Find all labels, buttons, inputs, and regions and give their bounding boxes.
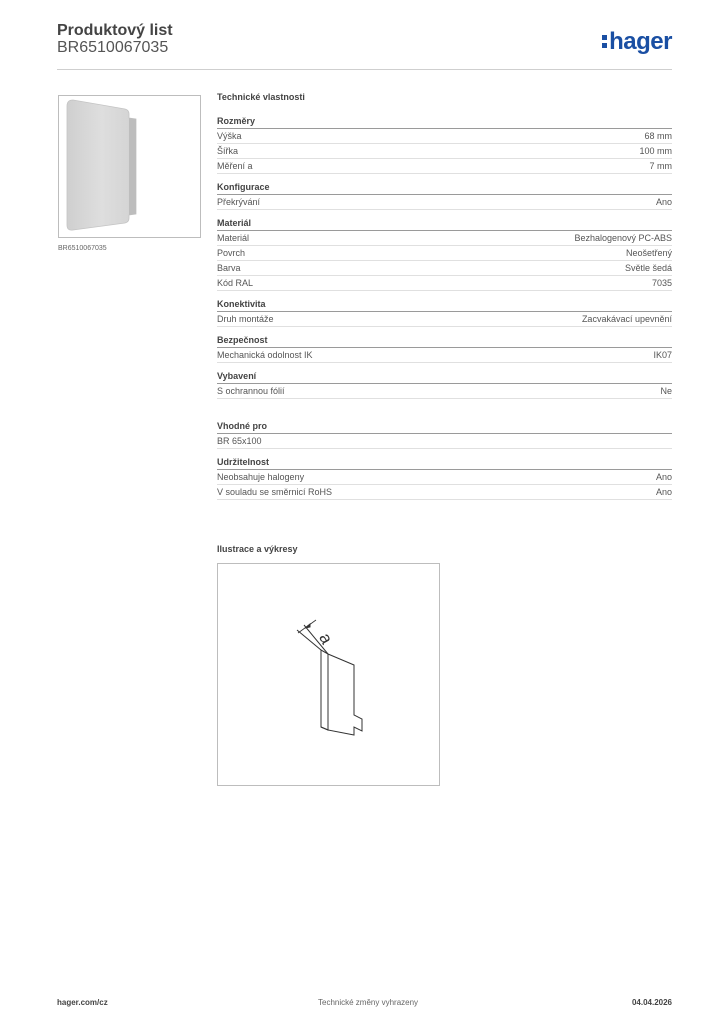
spec-value: Ano xyxy=(655,487,672,497)
footer-date: 04.04.2026 xyxy=(631,998,672,1007)
spec-value: 7 mm xyxy=(649,161,672,171)
logo-text: hager xyxy=(609,28,672,55)
section-title: Konektivita xyxy=(217,299,672,312)
footer-website[interactable]: hager.com/cz xyxy=(57,998,108,1007)
section-dimensions xyxy=(217,116,672,174)
page-header xyxy=(57,22,672,70)
spec-row xyxy=(217,129,672,144)
spec-label: Barva xyxy=(217,263,241,273)
spec-label: Povrch xyxy=(217,248,246,258)
spec-label: S ochrannou fólií xyxy=(217,386,285,396)
spec-value: Zacvakávací upevnění xyxy=(581,314,672,324)
spec-label: Měření a xyxy=(217,161,253,171)
section-title: Udržitelnost xyxy=(217,457,672,470)
spec-row xyxy=(217,144,672,159)
spec-row xyxy=(217,195,672,210)
section-title: Vybavení xyxy=(217,371,672,384)
spec-label: Šířka xyxy=(217,146,239,156)
product-code: BR6510067035 xyxy=(57,39,169,56)
section-configuration xyxy=(217,182,672,210)
spec-label: Neobsahuje halogeny xyxy=(217,472,305,482)
spec-row xyxy=(217,276,672,291)
spec-value: 100 mm xyxy=(639,146,672,156)
spec-row xyxy=(217,159,672,174)
spec-value: Bezhalogenový PC-ABS xyxy=(574,233,672,243)
spec-value: Neošetřený xyxy=(625,248,672,258)
document-title: Produktový list xyxy=(57,22,173,39)
spec-label: Druh montáže xyxy=(217,314,274,324)
spec-value: IK07 xyxy=(653,350,672,360)
spec-row xyxy=(217,348,672,363)
product-image xyxy=(58,95,201,238)
section-title: Vhodné pro xyxy=(217,421,672,434)
spec-row xyxy=(217,312,672,327)
spec-label: Materiál xyxy=(217,233,250,243)
spec-value: 68 mm xyxy=(644,131,672,141)
section-sustainability xyxy=(217,457,672,500)
spec-row xyxy=(217,231,672,246)
specs-heading: Technické vlastnosti xyxy=(217,92,305,102)
spec-row xyxy=(217,470,672,485)
spec-label: BR 65x100 xyxy=(217,436,262,446)
section-suitable-for xyxy=(217,421,672,449)
spec-label: Výška xyxy=(217,131,242,141)
spec-row xyxy=(217,384,672,399)
spec-label: V souladu se směrnicí RoHS xyxy=(217,487,333,497)
footer-notice: Technické změny vyhrazeny xyxy=(318,998,419,1007)
spec-row xyxy=(217,261,672,276)
technical-specs xyxy=(217,92,672,508)
spec-value: Ne xyxy=(660,386,672,396)
spec-row xyxy=(217,434,672,449)
spec-row xyxy=(217,485,672,500)
section-connectivity xyxy=(217,299,672,327)
section-title: Bezpečnost xyxy=(217,335,672,348)
technical-drawing xyxy=(217,563,440,786)
product-photo-icon xyxy=(59,96,200,237)
section-title: Konfigurace xyxy=(217,182,672,195)
section-equipment xyxy=(217,371,672,399)
spec-label: Překrývání xyxy=(217,197,261,207)
spec-value: Ano xyxy=(655,472,672,482)
section-title: Materiál xyxy=(217,218,672,231)
spec-row xyxy=(217,246,672,261)
spec-value: Světle šedá xyxy=(624,263,672,273)
illustration-title: Ilustrace a výkresy xyxy=(217,544,298,554)
logo-dots-icon xyxy=(602,34,607,50)
cover-drawing-icon xyxy=(218,564,439,785)
hager-logo xyxy=(602,28,672,56)
section-title: Rozměry xyxy=(217,116,672,129)
dimension-label: a xyxy=(315,629,337,648)
spec-label: Kód RAL xyxy=(217,278,254,288)
section-safety xyxy=(217,335,672,363)
spacer xyxy=(217,407,672,421)
product-caption: BR6510067035 xyxy=(58,245,107,252)
spec-label: Mechanická odolnost IK xyxy=(217,350,313,360)
spec-value: 7035 xyxy=(651,278,672,288)
section-material xyxy=(217,218,672,291)
spec-value: Ano xyxy=(655,197,672,207)
